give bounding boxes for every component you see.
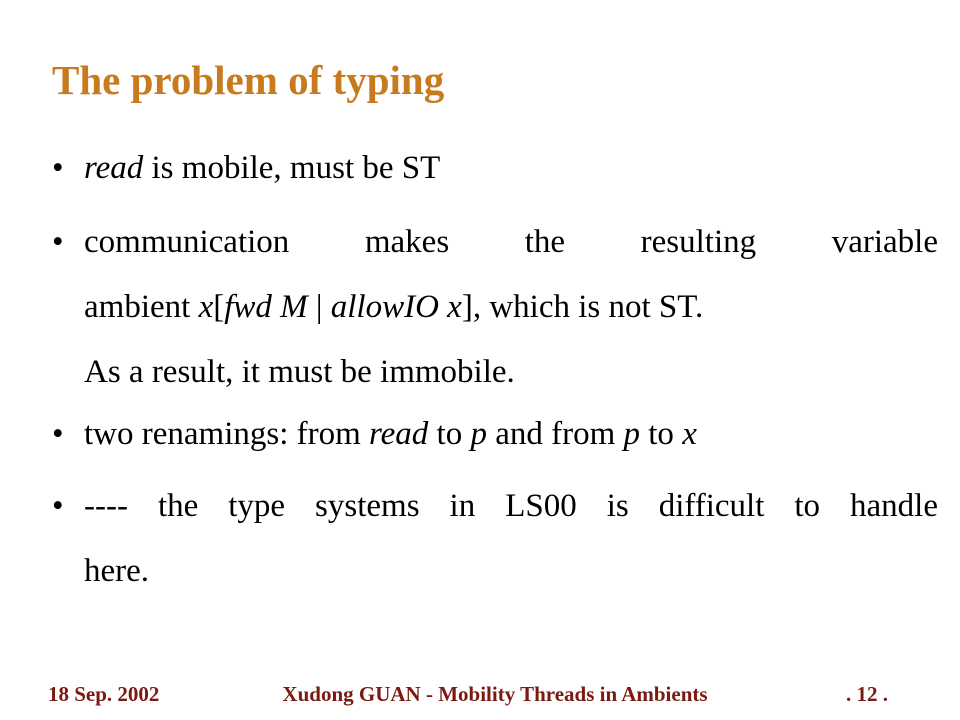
footer-date: 18 Sep. 2002 — [48, 682, 160, 706]
code-term: x — [682, 416, 697, 452]
text-run: [ — [213, 289, 225, 325]
code-term: p — [470, 416, 487, 452]
bullet-line — [84, 136, 952, 201]
code-term: x — [198, 289, 214, 325]
bullet-glyph: • — [52, 150, 64, 186]
bullet-line: ---- the type systems in LS00 is difficult to handle — [84, 488, 938, 524]
text-run: is mobile, must be ST — [143, 150, 441, 186]
text-run: two renamings: from — [84, 416, 370, 452]
bullet-item — [52, 474, 952, 604]
text-run: ambient — [84, 289, 199, 325]
bullet-item — [52, 210, 952, 405]
code-term: allowIO x — [330, 289, 462, 325]
text-run: to — [640, 416, 683, 452]
bullet-item — [52, 402, 952, 467]
bullet-line: here. — [84, 553, 150, 589]
bullet-line: communication makes the resulting variable — [84, 224, 938, 260]
slide-title: The problem of typing — [52, 57, 445, 103]
text-run: ], which is not ST. — [461, 289, 704, 325]
bullet-text — [84, 210, 952, 405]
bullet-glyph: • — [52, 488, 64, 524]
bullet-item — [52, 136, 952, 201]
code-term: p — [623, 416, 641, 452]
text-run: | — [307, 289, 331, 325]
bullet-line — [84, 402, 952, 467]
code-term: fwd M — [224, 289, 308, 325]
bullet-glyph: • — [52, 416, 64, 452]
text-run: and from — [486, 416, 624, 452]
bullet-text — [84, 136, 952, 201]
bullet-glyph: • — [52, 224, 64, 260]
footer-page-number: . 12 . — [846, 682, 888, 706]
footer-author-title: Xudong GUAN - Mobility Threads in Ambients — [282, 682, 708, 706]
text-run: to — [428, 416, 471, 452]
code-term: read — [369, 416, 429, 452]
bullet-text — [84, 402, 952, 467]
bullet-line — [84, 275, 952, 340]
code-term: read — [84, 150, 144, 186]
bullet-line: As a result, it must be immobile. — [84, 354, 515, 390]
bullet-text — [84, 474, 952, 604]
